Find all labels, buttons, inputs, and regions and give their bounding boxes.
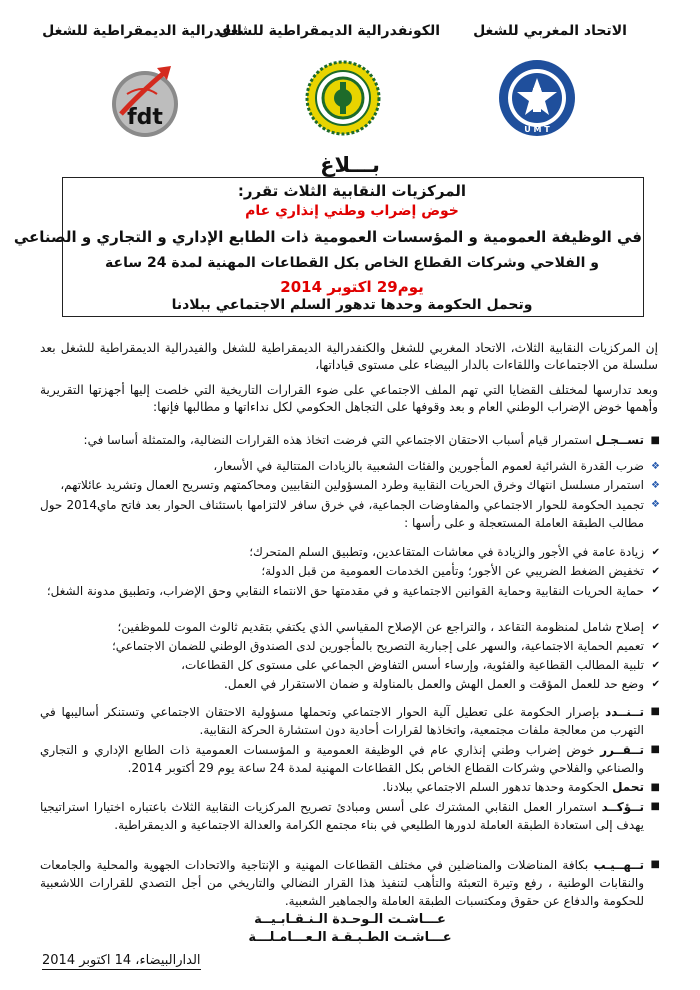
item-keyword: تــهــيـب xyxy=(593,858,644,872)
list-item xyxy=(40,563,660,580)
slogan-unity: عـــاشـت الـوحـدة الـنـقـابـيــة xyxy=(254,912,446,927)
list-item xyxy=(40,496,660,532)
list-item xyxy=(40,619,660,636)
item-text: تلبية المطالب القطاعية والفئوية، وإرساء أسس التفاوض الجماعي على مستوى كل القطاعات، xyxy=(181,658,644,672)
check-bullet-icon: ✔ xyxy=(651,641,660,652)
item-keyword: تحمل xyxy=(612,780,644,794)
diamond-bullet-icon: ❖ xyxy=(651,480,660,491)
list-item xyxy=(40,544,660,561)
list-item xyxy=(40,657,660,674)
list-item xyxy=(40,856,660,910)
check-bullet-icon: ✔ xyxy=(651,547,660,558)
check-bullet-icon: ✔ xyxy=(651,566,660,577)
item-text: زيادة عامة في الأجور والزيادة في معاشات المتقاعدين، وتطبيق السلم المتحرك؛ xyxy=(249,545,644,559)
box-responsibility-line: وتحمل الحكومة وحدها تدهور السلم الاجتماعي ببلادنا xyxy=(171,297,533,313)
item-keyword: تــؤكــد xyxy=(601,800,644,814)
item-text: ضرب القدرة الشرائية لعموم المأجورين والفئات الشعبية بالزيادات المتتالية في الأسعار، xyxy=(213,459,644,473)
item-text: خوض إضراب وطني إنذاري عام في الوظيفة العمومية و المؤسسات العمومية ذات الطابع الإداري و التجاري والصناعي والفلاحي وشركات القطاع الخاص بكل القطاعات المهنية لمدة 24 ساعة يوم 29 أكتوبر 2014. xyxy=(40,743,644,775)
item-keyword: تســجـل xyxy=(595,433,644,447)
item-text: تجميد الحكومة للحوار الاجتماعي والمفاوضات الجماعية، في خرق سافر لالتزامها باستئناف الحوار بعد فاتح ماي2014 حول مطالب الطبقة العاملة المستعجلة و على رأسها : xyxy=(40,498,644,530)
intro-paragraph: إن المركزيات النقابية الثلاث، الاتحاد المغربي للشغل والكنفدرالية الديمقراطية للشغل والفيدرالية الديمقراطية للشغل بعد سلسلة من الاجتماعات واللقاءات بالدار البيضاء على مستوى قياداتها، xyxy=(40,341,658,372)
item-text: تعميم الحماية الاجتماعية، والسهر على إجبارية التصريح بالمأجورين لدى الصندوق الوطني للضمان الاجتماعي؛ xyxy=(111,639,644,653)
item-text: استمرار قيام أسباب الاحتقان الاجتماعي التي فرضت اتخاذ هذه القرارات النضالية، والمتمثلة أساسا في: xyxy=(83,433,596,447)
umt-logo-icon xyxy=(497,58,577,138)
item-text: تخفيض الضغط الضريبي عن الأجور؛ وتأمين الخدمات العمومية من قبل الدولة؛ xyxy=(261,564,644,578)
item-text: إصلاح شامل لمنظومة التقاعد ، والتراجع عن الإصلاح المقياسي الذي يكتفي بتقديم ثالوث الموت للموظفين؛ xyxy=(117,620,644,634)
check-bullet-icon: ✔ xyxy=(651,622,660,633)
union-name-fdt xyxy=(42,20,242,42)
list-item xyxy=(40,703,660,739)
item-keyword: تــنــدد xyxy=(605,705,644,719)
square-bullet-icon: ■ xyxy=(650,801,660,812)
union-label: الكونفدرالية الديمقراطية للشغل xyxy=(218,23,440,39)
union-label: الاتحاد المغربي للشغل xyxy=(473,23,627,39)
union-name-cdt xyxy=(218,20,440,42)
square-bullet-icon: ■ xyxy=(650,744,660,755)
item-keyword: تــقــرر xyxy=(600,743,644,757)
list-item xyxy=(40,779,660,796)
list-item xyxy=(40,458,660,475)
square-bullet-icon: ■ xyxy=(650,782,660,793)
fdt-logo-letters: fdt xyxy=(127,105,163,130)
fdt-logo-icon xyxy=(107,58,187,140)
slogan-working-class: عـــاشـت الطـبـقـة الـعـــامـلـــة xyxy=(248,930,452,945)
cdt-logo-icon xyxy=(305,58,381,138)
diamond-bullet-icon: ❖ xyxy=(651,461,660,472)
study-paragraph: وبعد تدارسها لمختلف القضايا التي تهم الملف الاجتماعي على ضوء القرارات التاريخية التي خلصت إليها أجهزتها التقريرية وأهمها خوض الإضراب الوطني العام و بعد وقوفها على التجاهل الحكومي لكل نداءاتها و مطالبها فإنها: xyxy=(40,383,658,414)
item-text: الحكومة وحدها تدهور السلم الاجتماعي ببلادنا. xyxy=(382,780,613,794)
diamond-bullet-icon: ❖ xyxy=(651,499,660,510)
dateline: الدارالبيضاء، 14 اكتوبر 2014 xyxy=(42,953,201,968)
list-item xyxy=(40,798,660,834)
check-bullet-icon: ✔ xyxy=(651,679,660,690)
square-bullet-icon: ■ xyxy=(650,435,660,446)
list-item xyxy=(40,477,660,494)
list-item xyxy=(40,741,660,777)
list-item xyxy=(40,582,660,600)
box-duration-line: و الفلاحي وشركات القطاع الخاص بكل القطاعات المهنية لمدة 24 ساعة xyxy=(105,255,599,271)
umt-logo-letters: U M T xyxy=(524,125,550,134)
item-text: استمرار مسلسل انتهاك وخرق الحريات النقابية وطرد المسؤولين النقابيين ومحاكمتهم وتسريح العمال وتشريد عائلاتهم، xyxy=(60,478,644,492)
communique-title: بـــلاغ xyxy=(320,153,380,177)
item-text: حماية الحريات النقابية وحماية القوانين الاجتماعية و في مقدمتها حق الانتماء النقابي وحق الإضراب، وتطبيق مدونة الشغل؛ xyxy=(46,584,644,598)
item-text: بكافة المناضلات والمناضلين في مختلف القطاعات المهنية و الإنتاجية والاتحادات الجهوية والمحلية والجامعات والنقابات الوطنية ، رفع وتيرة التعبئة والتأهب لتنفيذ هذا القرار النضالي والتاريخي من أجل التصدي للقرارات اللاشعبية للحكومة والدفاع عن حقوق ومكتسبات الطبقة العاملة والجماهير الشعبية. xyxy=(40,858,644,908)
check-bullet-icon: ✔ xyxy=(651,660,660,671)
box-sectors-line: في الوظيفة العمومية و المؤسسات العمومية ذات الطابع الإداري و التجاري و الصناعي xyxy=(13,228,642,246)
box-headline: المركزيات النقابية الثلاث تقرر: xyxy=(237,182,467,200)
square-bullet-icon: ■ xyxy=(650,859,660,870)
list-item xyxy=(40,638,660,655)
item-text: وضع حد للعمل المؤقت و العمل الهش والعمل بالمناولة و ضمان الاستقرار في العمل. xyxy=(224,677,644,691)
item-text: استمرار العمل النقابي المشترك على أسس ومبادئ تصريح المركزيات النقابية الثلاث باعتباره اختيارا استراتيجيا يهدف إلى استعادة الطبقة العاملة لدورها الطليعي في بناء مجتمع الكرامة والعدالة الاجتماعية و الديمقراطية. xyxy=(40,800,644,832)
union-label: الفدرالية الديمقراطية للشغل xyxy=(42,23,242,39)
item-text: بإصرار الحكومة على تعطيل آلية الحوار الاجتماعي وتحملها مسؤولية الاحتقان الاجتماعي وتستنكر أساليبها في التهرب من معالجة ملفات مجتمعية، واتخاذها لقرارات أحادية دون استشارة الحركة النقابية. xyxy=(40,705,644,737)
box-strike-date: يوم29 اكتوبر 2014 xyxy=(280,278,424,296)
check-bullet-icon: ✔ xyxy=(651,585,660,596)
list-item xyxy=(40,676,660,693)
list-item xyxy=(40,432,660,449)
union-name-umt xyxy=(450,20,650,42)
box-strike-announcement: خوض إضراب وطني إنذاري عام xyxy=(245,203,459,219)
square-bullet-icon: ■ xyxy=(650,706,660,717)
